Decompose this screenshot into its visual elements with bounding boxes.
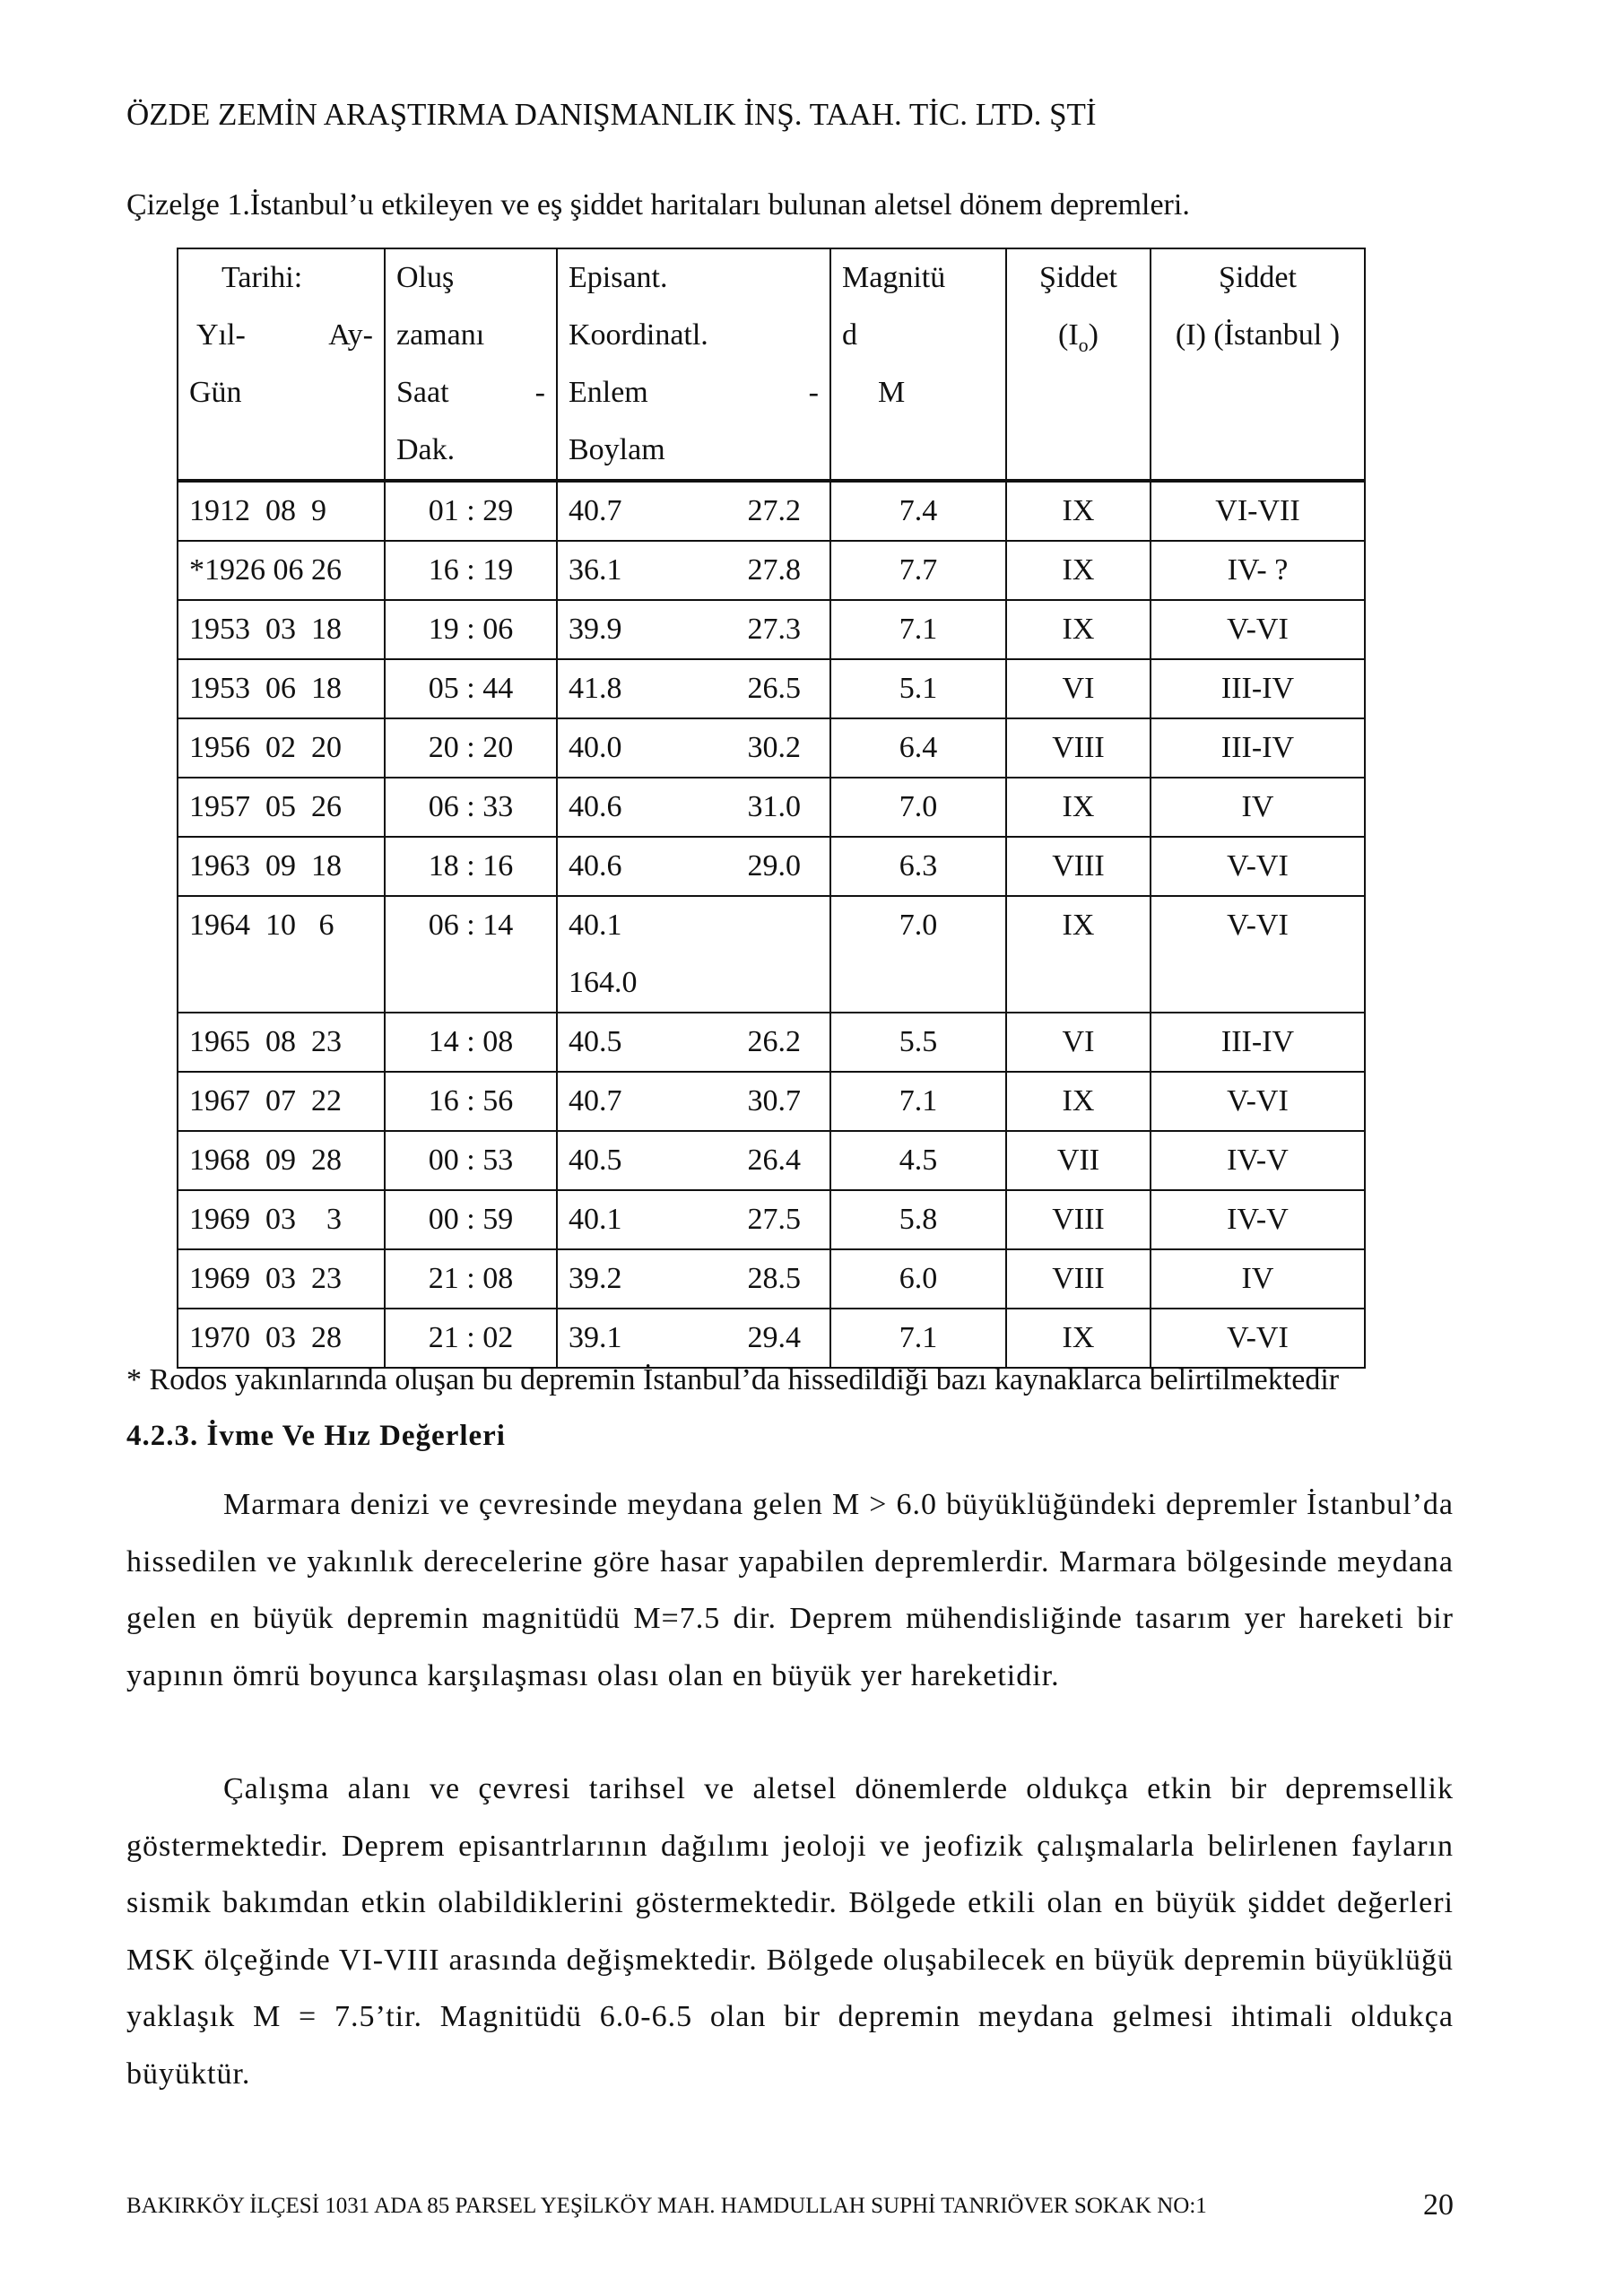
cell-intensity-epicentral: IX	[1006, 541, 1151, 600]
table-row	[178, 541, 1365, 600]
cell-date: 1957 05 26	[178, 778, 385, 837]
cell-coordinates: 36.1 27.8	[557, 541, 830, 600]
cell-intensity-istanbul: IV-V	[1151, 1190, 1365, 1249]
cell-magnitude: 7.4	[830, 481, 1006, 541]
cell-date: 1968 09 28	[178, 1131, 385, 1190]
table-row	[178, 481, 1365, 541]
cell-magnitude: 7.0	[830, 778, 1006, 837]
cell-intensity-epicentral: IX	[1006, 600, 1151, 659]
cell-date: 1964 10 6	[178, 896, 385, 1013]
cell-intensity-istanbul: IV- ?	[1151, 541, 1365, 600]
header-intensity-istanbul: Şiddet (I) (İstanbul )	[1151, 248, 1365, 481]
cell-intensity-epicentral: VI	[1006, 1013, 1151, 1072]
cell-time: 19 : 06	[385, 600, 557, 659]
cell-coordinates: 40.5 26.4	[557, 1131, 830, 1190]
cell-coordinates: 39.9 27.3	[557, 600, 830, 659]
cell-time: 00 : 53	[385, 1131, 557, 1190]
table-row	[178, 1249, 1365, 1309]
cell-intensity-istanbul: V-VI	[1151, 896, 1365, 1013]
table-row	[178, 1131, 1365, 1190]
cell-coordinates: 40.6 31.0	[557, 778, 830, 837]
cell-coordinates: 40.7 27.2	[557, 481, 830, 541]
cell-date: 1953 06 18	[178, 659, 385, 718]
cell-coordinates: 40.7 30.7	[557, 1072, 830, 1131]
cell-coordinates: 40.1 164.0	[557, 896, 830, 1013]
cell-time: 16 : 56	[385, 1072, 557, 1131]
cell-date: 1963 09 18	[178, 837, 385, 896]
cell-intensity-istanbul: III-IV	[1151, 659, 1365, 718]
header-date-line2: Yıl- Ay-	[196, 318, 373, 352]
table-row	[178, 837, 1365, 896]
cell-coordinates: 40.0 30.2	[557, 718, 830, 778]
cell-intensity-epicentral: IX	[1006, 1309, 1151, 1368]
cell-date: 1969 03 3	[178, 1190, 385, 1249]
cell-time: 01 : 29	[385, 481, 557, 541]
cell-date: 1912 08 9	[178, 481, 385, 541]
table-row	[178, 600, 1365, 659]
cell-date: 1969 03 23	[178, 1249, 385, 1309]
table-row	[178, 659, 1365, 718]
cell-magnitude: 5.5	[830, 1013, 1006, 1072]
cell-magnitude: 7.1	[830, 1072, 1006, 1131]
cell-coordinates: 39.2 28.5	[557, 1249, 830, 1309]
table-row	[178, 718, 1365, 778]
cell-coordinates: 40.1 27.5	[557, 1190, 830, 1249]
header-epicenter: Episant. Koordinatl. Enlem - Boylam	[557, 248, 830, 481]
table-row	[178, 1013, 1365, 1072]
section-heading: 4.2.3. İvme Ve Hız Değerleri	[126, 1420, 506, 1452]
cell-intensity-epicentral: IX	[1006, 481, 1151, 541]
header-intensity-epicentral: Şiddet $(I_o)$	[1006, 248, 1151, 481]
cell-intensity-istanbul: V-VI	[1151, 600, 1365, 659]
cell-magnitude: 7.0	[830, 896, 1006, 1013]
header-date: Tarihi: Yıl- Ay- Gün	[178, 248, 385, 481]
cell-intensity-epicentral: VIII	[1006, 1190, 1151, 1249]
cell-magnitude: 5.1	[830, 659, 1006, 718]
cell-time: 06 : 14	[385, 896, 557, 1013]
cell-coordinates: 40.6 29.0	[557, 837, 830, 896]
cell-intensity-istanbul: VI-VII	[1151, 481, 1365, 541]
cell-intensity-istanbul: V-VI	[1151, 837, 1365, 896]
table-footnote: * Rodos yakınlarında oluşan bu depremin İstanbul’da hissedildiği bazı kaynaklarca belirtilmektedir	[126, 1363, 1340, 1396]
cell-time: 16 : 19	[385, 541, 557, 600]
cell-date: 1965 08 23	[178, 1013, 385, 1072]
cell-intensity-epicentral: IX	[1006, 778, 1151, 837]
cell-time: 06 : 33	[385, 778, 557, 837]
cell-coordinates: 41.8 26.5	[557, 659, 830, 718]
cell-time: 18 : 16	[385, 837, 557, 896]
cell-time: 21 : 02	[385, 1309, 557, 1368]
table-header-row	[178, 248, 1365, 481]
cell-date: 1953 03 18	[178, 600, 385, 659]
table-row	[178, 1190, 1365, 1249]
cell-date: 1967 07 22	[178, 1072, 385, 1131]
cell-date: *1926 06 26	[178, 541, 385, 600]
cell-time: 00 : 59	[385, 1190, 557, 1249]
cell-intensity-epicentral: VIII	[1006, 718, 1151, 778]
paragraph-2: Çalışma alanı ve çevresi tarihsel ve aletsel dönemlerde oldukça etkin bir depremsellik göstermektedir. Deprem episantrlarının dağılımı jeoloji ve jeofizik çalışmalarla belirlenen fayların sismik bakımdan etkin olabildiklerini göstermektedir. Bölgede etkili olan en büyük şiddet değerleri MSK ölçeğinde VI-VIII arasında değişmektedir. Bölgede oluşabilecek en büyük depremin büyüklüğü yaklaşık M = 7.5’tir. Magnitüdü 6.0-6.5 olan bir depremin meydana gelmesi ihtimali oldukça büyüktür.	[126, 1772, 1454, 2091]
cell-magnitude: 7.1	[830, 1309, 1006, 1368]
cell-intensity-istanbul: III-IV	[1151, 1013, 1365, 1072]
cell-magnitude: 6.3	[830, 837, 1006, 896]
table-row	[178, 1072, 1365, 1131]
page-number: 20	[1423, 2188, 1454, 2222]
cell-date: 1956 02 20	[178, 718, 385, 778]
cell-magnitude: 4.5	[830, 1131, 1006, 1190]
cell-time: 20 : 20	[385, 718, 557, 778]
cell-magnitude: 7.1	[830, 600, 1006, 659]
cell-intensity-istanbul: III-IV	[1151, 718, 1365, 778]
table-row	[178, 778, 1365, 837]
cell-magnitude: 5.8	[830, 1190, 1006, 1249]
header-time: Oluş zamanı Saat - Dak.	[385, 248, 557, 481]
table-row	[178, 896, 1365, 1013]
cell-intensity-epicentral: IX	[1006, 896, 1151, 1013]
cell-time: 21 : 08	[385, 1249, 557, 1309]
cell-time: 05 : 44	[385, 659, 557, 718]
cell-intensity-istanbul: V-VI	[1151, 1309, 1365, 1368]
cell-intensity-istanbul: IV	[1151, 1249, 1365, 1309]
cell-magnitude: 7.7	[830, 541, 1006, 600]
cell-magnitude: 6.4	[830, 718, 1006, 778]
cell-intensity-istanbul: IV	[1151, 778, 1365, 837]
cell-intensity-epicentral: VI	[1006, 659, 1151, 718]
cell-intensity-istanbul: V-VI	[1151, 1072, 1365, 1131]
table-caption: Çizelge 1.İstanbul’u etkileyen ve eş şiddet haritaları bulunan aletsel dönem depremleri.	[126, 188, 1190, 222]
footer-address: BAKIRKÖY İLÇESİ 1031 ADA 85 PARSEL YEŞİLKÖY MAH. HAMDULLAH SUPHİ TANRIÖVER SOKAK NO:1	[126, 2194, 1207, 2218]
earthquake-table	[177, 248, 1366, 1369]
cell-intensity-epicentral: VIII	[1006, 1249, 1151, 1309]
cell-intensity-istanbul: IV-V	[1151, 1131, 1365, 1190]
cell-intensity-epicentral: IX	[1006, 1072, 1151, 1131]
cell-time: 14 : 08	[385, 1013, 557, 1072]
header-magnitude: Magnitü d M	[830, 248, 1006, 481]
company-header: ÖZDE ZEMİN ARAŞTIRMA DANIŞMANLIK İNŞ. TAAH. TİC. LTD. ŞTİ	[126, 97, 1097, 132]
paragraph-1: Marmara denizi ve çevresinde meydana gelen M > 6.0 büyüklüğündeki depremler İstanbul’da hissedilen ve yakınlık derecelerine göre hasar yapabilen depremlerdir. Marmara bölgesinde meydana gelen en büyük depremin magnitüdü M=7.5 dir. Deprem mühendisliğinde tasarım yer hareketi bir yapının ömrü boyunca karşılaşması olası olan en büyük yer hareketidir.	[126, 1488, 1454, 1692]
cell-intensity-epicentral: VII	[1006, 1131, 1151, 1190]
cell-intensity-epicentral: VIII	[1006, 837, 1151, 896]
cell-coordinates: 40.5 26.2	[557, 1013, 830, 1072]
table-row	[178, 1309, 1365, 1368]
cell-coordinates: 39.1 29.4	[557, 1309, 830, 1368]
cell-magnitude: 6.0	[830, 1249, 1006, 1309]
cell-date: 1970 03 28	[178, 1309, 385, 1368]
